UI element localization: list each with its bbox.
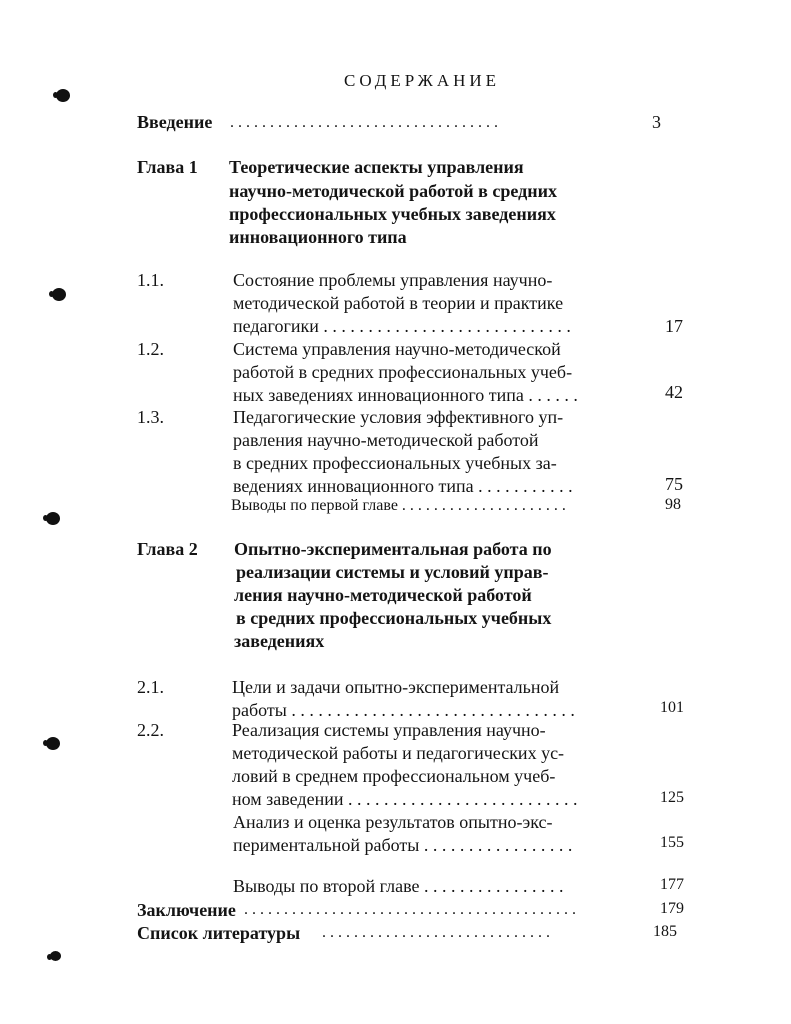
- section-page: 155: [660, 834, 684, 851]
- binder-hole-icon: [52, 288, 66, 301]
- chapter2-title-line: заведениях: [234, 631, 325, 651]
- section-line-last: педагогики . . . . . . . . . . . . . . . . . . . . . . . . . . . .: [233, 316, 571, 336]
- section-line: Цели и задачи опытно-экспериментальной: [232, 677, 560, 697]
- chapter1-label: Глава 1: [137, 157, 198, 177]
- section-line: методической работы и педагогических ус-: [232, 743, 565, 763]
- toc-references-dots: . . . . . . . . . . . . . . . . . . . . . . . . . . . . .: [322, 924, 550, 941]
- section-line: Система управления научно-методической: [233, 339, 561, 359]
- toc-intro-dots: . . . . . . . . . . . . . . . . . . . . . . . . . . . . . . . . . .: [230, 114, 498, 131]
- section-line: в средних профессиональных учебных за-: [233, 453, 557, 473]
- chapter2-conclusion: Выводы по второй главе . . . . . . . . . . . . . . . .: [233, 876, 564, 896]
- section-line-last: работы . . . . . . . . . . . . . . . . . . . . . . . . . . . . . . . .: [232, 700, 575, 720]
- binder-hole-icon: [46, 512, 60, 525]
- binder-hole-icon: [56, 89, 70, 102]
- chapter1-title-line: профессиональных учебных заведениях: [229, 204, 556, 224]
- section-line: Анализ и оценка результатов опытно-экс-: [233, 812, 553, 832]
- section-page: 125: [660, 789, 684, 806]
- chapter1-title-line: Теоретические аспекты управления: [229, 157, 524, 177]
- chapter2-title-line: ления научно-методической работой: [234, 585, 532, 605]
- chapter1-title-line: инновационного типа: [229, 227, 407, 247]
- section-line: Реализация системы управления научно-: [232, 720, 546, 740]
- binder-hole-icon: [46, 737, 60, 750]
- section-line-last: периментальной работы . . . . . . . . . . . . . . . . .: [233, 835, 573, 855]
- section-number: 1.1.: [137, 270, 164, 290]
- toc-references-page: 185: [653, 923, 677, 940]
- section-line: работой в средних профессиональных учеб-: [233, 362, 573, 382]
- chapter1-conclusion: Выводы по первой главе . . . . . . . . . . . . . . . . . . . . .: [231, 497, 566, 514]
- section-line-last: ном заведении . . . . . . . . . . . . . . . . . . . . . . . . . .: [232, 789, 578, 809]
- section-line: методической работой в теории и практике: [233, 293, 564, 313]
- toc-references-label: Список литературы: [137, 923, 301, 943]
- section-line: ловий в среднем профессиональном учеб-: [232, 766, 556, 786]
- section-page: 42: [665, 382, 683, 402]
- chapter1-title-line: научно-методической работой в средних: [229, 181, 557, 201]
- chapter2-label: Глава 2: [137, 539, 198, 559]
- section-line-last: ведениях инновационного типа . . . . . . . . . . .: [233, 476, 573, 496]
- chapter2-title-line: в средних профессиональных учебных: [236, 608, 552, 628]
- toc-intro-page: 3: [652, 112, 661, 132]
- chapter1-conclusion-page: 98: [665, 496, 681, 513]
- toc-intro-label: Введение: [137, 112, 213, 132]
- page-title: СОДЕРЖАНИЕ: [344, 71, 501, 90]
- section-page: 101: [660, 699, 684, 716]
- chapter2-conclusion-page: 177: [660, 876, 684, 893]
- section-line-last: ных заведениях инновационного типа . . . . . .: [233, 385, 578, 405]
- section-number: 2.1.: [137, 677, 164, 697]
- section-page: 17: [665, 316, 683, 336]
- chapter2-title-line: Опытно-экспериментальная работа по: [234, 539, 552, 559]
- section-number: 1.2.: [137, 339, 164, 359]
- binder-hole-icon: [50, 951, 61, 961]
- toc-final-page: 179: [660, 900, 684, 917]
- toc-final-label: Заключение: [137, 900, 236, 920]
- section-number: 2.2.: [137, 720, 164, 740]
- section-line: Педагогические условия эффективного уп-: [233, 407, 564, 427]
- section-number: 1.3.: [137, 407, 164, 427]
- section-line: Состояние проблемы управления научно-: [233, 270, 553, 290]
- section-line: равления научно-методической работой: [233, 430, 539, 450]
- section-page: 75: [665, 474, 683, 494]
- toc-final-dots: . . . . . . . . . . . . . . . . . . . . . . . . . . . . . . . . . . . . . . . . . .: [244, 901, 576, 918]
- chapter2-title-line: реализации системы и условий управ-: [236, 562, 549, 582]
